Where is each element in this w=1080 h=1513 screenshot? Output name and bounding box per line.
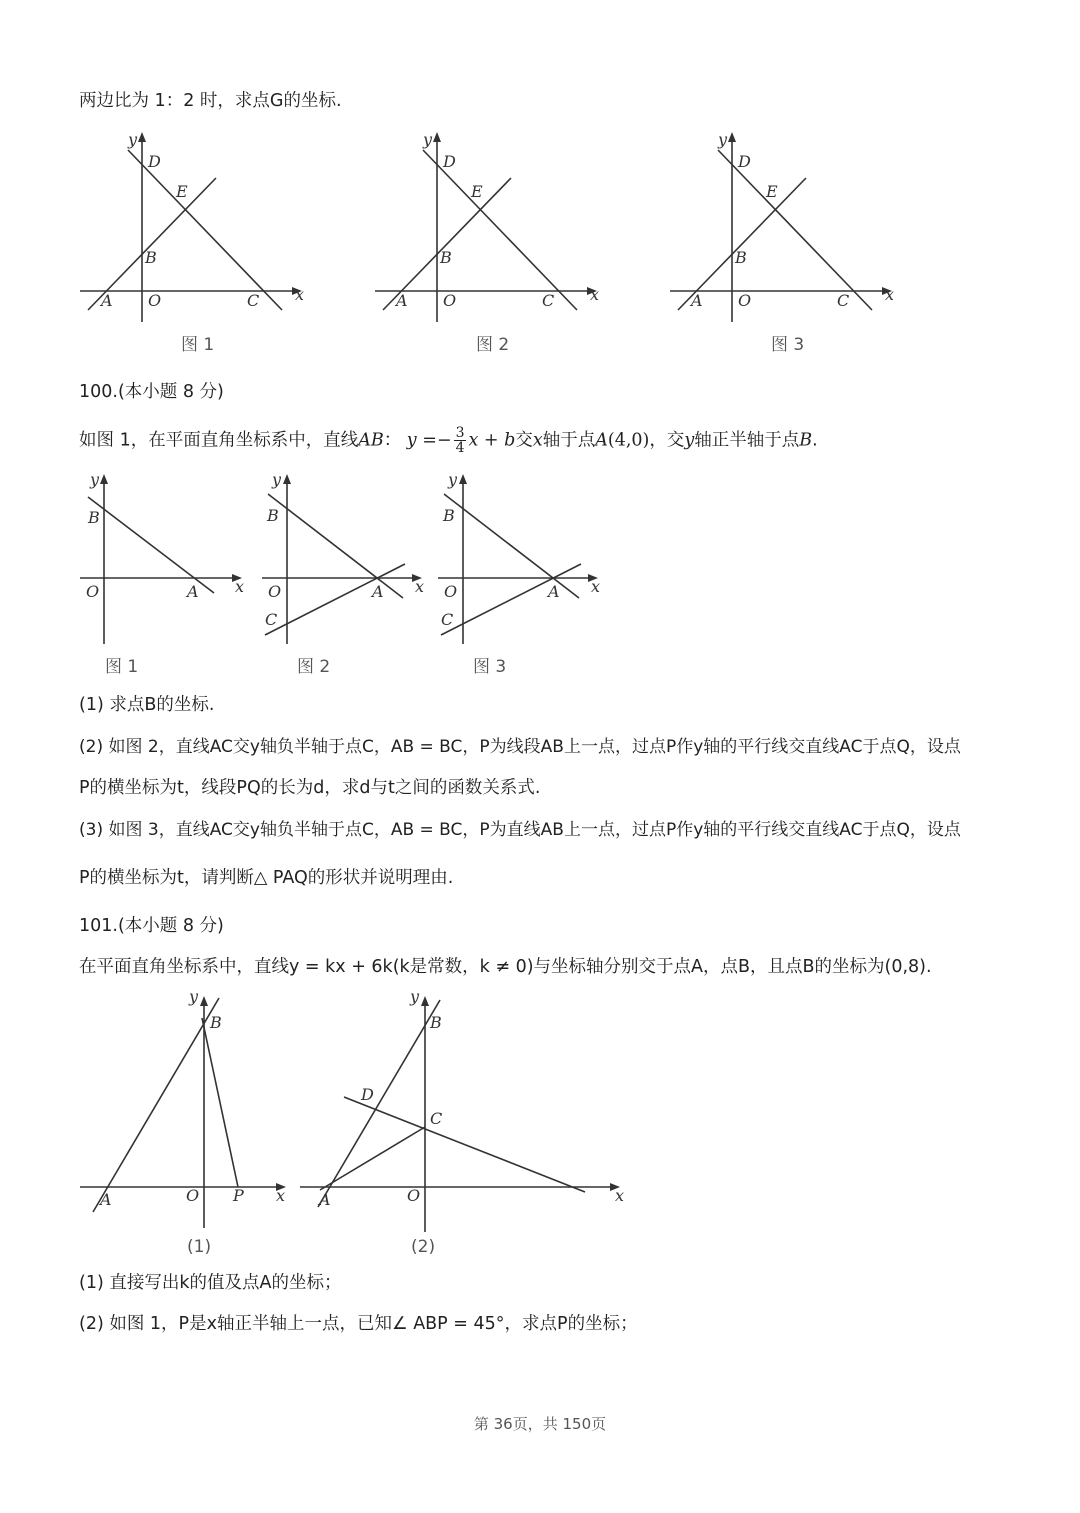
label-x: x bbox=[235, 577, 245, 596]
q100-part2-line2: P的横坐标为t，线段PQ的长为d，求d与t之间的函数关系式. bbox=[79, 778, 541, 798]
q101-part1: (1) 直接写出k的值及点A的坐标； bbox=[79, 1273, 342, 1293]
q100-part3-line1: (3) 如图 3，直线AC交y轴负半轴于点C，AB = BC，P为直线AB上一点，过点P作y轴的平行线交直线AC于点Q，设点 bbox=[79, 820, 961, 840]
line-BP bbox=[202, 1018, 238, 1187]
label-B: B bbox=[440, 248, 452, 267]
label-A: A bbox=[101, 291, 113, 310]
figure-caption: 图 3 bbox=[473, 657, 507, 677]
label-B: B bbox=[145, 248, 157, 267]
label-B: B bbox=[735, 248, 747, 267]
label-x: x bbox=[276, 1186, 286, 1205]
label-A: A bbox=[548, 582, 560, 601]
label-E: E bbox=[176, 182, 188, 201]
figure-caption: 图 3 bbox=[771, 335, 805, 355]
label-B: B bbox=[267, 506, 279, 525]
line-DC bbox=[423, 150, 577, 310]
label-O: O bbox=[268, 582, 282, 601]
label-D: D bbox=[738, 152, 751, 171]
label-y: y bbox=[128, 130, 138, 149]
label-x: x bbox=[590, 285, 600, 304]
q101-stem: 在平面直角坐标系中，直线y = kx + 6k(k是常数，k ≠ 0)与坐标轴分别交于点A，点B，且点B的坐标为(0,8). bbox=[79, 957, 932, 977]
y-axis-arrow bbox=[100, 474, 108, 484]
q100-stem: 如图 1，在平面直角坐标系中，直线AB： y =− $\frac{3}{4}$ x + b交x轴于点A(4,0)，交y轴正半轴于点B. bbox=[79, 425, 818, 456]
line-AB bbox=[93, 998, 219, 1212]
label-E: E bbox=[471, 182, 483, 201]
label-B: B bbox=[210, 1013, 222, 1032]
label-D: D bbox=[361, 1085, 374, 1104]
line-AC bbox=[441, 564, 581, 635]
q100-header: 100.(本小题 8 分) bbox=[79, 382, 224, 402]
label-O: O bbox=[443, 291, 457, 310]
figure-caption: 图 1 bbox=[105, 657, 139, 677]
q100-part2-line1: (2) 如图 2，直线AC交y轴负半轴于点C，AB = BC，P为线段AB上一点，过点P作y轴的平行线交直线AC于点Q，设点 bbox=[79, 737, 961, 757]
label-x: x bbox=[615, 1186, 625, 1205]
label-D: D bbox=[148, 152, 161, 171]
label-O: O bbox=[186, 1186, 200, 1205]
label-E: E bbox=[766, 182, 778, 201]
label-O: O bbox=[738, 291, 752, 310]
label-y: y bbox=[189, 987, 199, 1006]
label-B: B bbox=[88, 508, 100, 527]
label-y: y bbox=[423, 130, 433, 149]
label-O: O bbox=[407, 1186, 421, 1205]
y-axis-arrow bbox=[421, 996, 429, 1006]
page-footer: 第 36页，共 150页 bbox=[473, 1415, 607, 1433]
figure-caption: 图 2 bbox=[297, 657, 331, 677]
label-y: y bbox=[448, 470, 458, 489]
label-C: C bbox=[542, 291, 555, 310]
label-C: C bbox=[837, 291, 850, 310]
line-AB bbox=[318, 1000, 443, 1207]
y-axis-arrow bbox=[433, 132, 441, 142]
label-A: A bbox=[372, 582, 384, 601]
label-y: y bbox=[272, 470, 282, 489]
q101-header: 101.(本小题 8 分) bbox=[79, 916, 224, 936]
y-axis-arrow bbox=[459, 474, 467, 484]
y-axis-arrow bbox=[138, 132, 146, 142]
figure-caption: (1) bbox=[187, 1237, 212, 1257]
label-A: A bbox=[396, 291, 408, 310]
y-axis-arrow bbox=[200, 996, 208, 1006]
label-x: x bbox=[415, 577, 425, 596]
label-C: C bbox=[247, 291, 260, 310]
line-DC bbox=[128, 150, 282, 310]
label-A: A bbox=[100, 1190, 112, 1209]
label-B: B bbox=[430, 1013, 442, 1032]
label-B: B bbox=[443, 506, 455, 525]
label-O: O bbox=[148, 291, 162, 310]
label-x: x bbox=[885, 285, 895, 304]
fraction-3-4: $\frac{3}{4}$ bbox=[455, 425, 465, 456]
figure-caption: 图 2 bbox=[476, 335, 510, 355]
label-x: x bbox=[591, 577, 601, 596]
line-AC bbox=[320, 1127, 425, 1190]
q100-part3-line2: P的横坐标为t，请判断△ PAQ的形状并说明理由. bbox=[79, 868, 454, 888]
figure-caption: 图 1 bbox=[181, 335, 215, 355]
label-y: y bbox=[90, 470, 100, 489]
label-C: C bbox=[265, 610, 278, 629]
prev-question-tail: 两边比为 1：2 时，求点G的坐标. bbox=[79, 91, 342, 111]
label-y: y bbox=[718, 130, 728, 149]
y-axis-arrow bbox=[728, 132, 736, 142]
label-O: O bbox=[444, 582, 458, 601]
label-A: A bbox=[187, 582, 199, 601]
label-C: C bbox=[430, 1109, 443, 1128]
label-O: O bbox=[86, 582, 100, 601]
line-DC bbox=[344, 1097, 585, 1192]
label-P: P bbox=[233, 1186, 244, 1205]
q100-part1: (1) 求点B的坐标. bbox=[79, 695, 215, 715]
line-AC bbox=[265, 564, 405, 635]
figure-caption: (2) bbox=[411, 1237, 436, 1257]
label-A: A bbox=[319, 1190, 331, 1209]
label-A: A bbox=[691, 291, 703, 310]
q101-part2: (2) 如图 1，P是x轴正半轴上一点，已知∠ ABP = 45°，求点P的坐标； bbox=[79, 1314, 638, 1334]
y-axis-arrow bbox=[283, 474, 291, 484]
line-DC bbox=[718, 150, 872, 310]
label-x: x bbox=[295, 285, 305, 304]
label-C: C bbox=[441, 610, 454, 629]
label-y: y bbox=[410, 987, 420, 1006]
label-D: D bbox=[443, 152, 456, 171]
